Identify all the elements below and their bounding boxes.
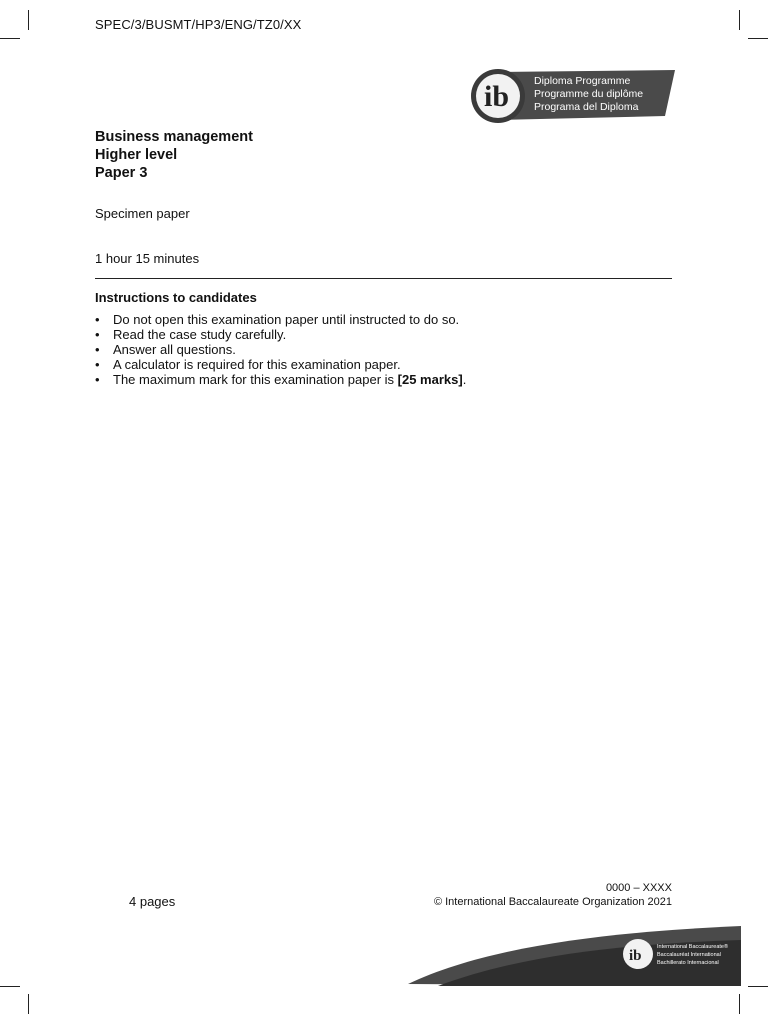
exam-code: 0000 – XXXX xyxy=(605,882,672,894)
ib-footer-band xyxy=(408,926,741,986)
logo-line-1: Diploma Programme xyxy=(534,75,631,87)
list-item: • The maximum mark for this examination paper is [25 marks]. xyxy=(95,372,467,387)
subject-title: Business management xyxy=(95,129,253,145)
duration-label: 1 hour 15 minutes xyxy=(95,251,200,266)
band-line-3: Bachillerato Internacional xyxy=(657,960,719,966)
svg-text:ib: ib xyxy=(629,948,642,964)
crop-mark-top-left xyxy=(28,10,29,30)
paper-code: SPEC/3/BUSMT/HP3/ENG/TZ0/XX xyxy=(95,17,302,32)
specimen-label: Specimen paper xyxy=(95,206,190,221)
crop-mark-top-right-h xyxy=(748,38,768,39)
instructions-list xyxy=(95,312,466,387)
crop-mark-top-left-h xyxy=(0,38,20,39)
list-item: • Answer all questions. xyxy=(95,342,236,357)
list-item: • Do not open this examination paper until instructed to do so. xyxy=(95,312,460,327)
crop-mark-bottom-right-h xyxy=(748,986,768,987)
copyright: © International Baccalaureate Organization 2021 xyxy=(433,896,672,908)
list-item: • Read the case study carefully. xyxy=(95,327,287,342)
page-count: 4 pages xyxy=(129,894,176,909)
paper-title: Paper 3 xyxy=(95,165,148,181)
crop-mark-bottom-right xyxy=(739,994,740,1014)
crop-mark-bottom-left xyxy=(28,994,29,1014)
crop-mark-bottom-left-h xyxy=(0,986,20,987)
logo-line-2: Programme du diplôme xyxy=(534,88,644,100)
logo-line-3: Programa del Diploma xyxy=(534,101,639,113)
svg-text:ib: ib xyxy=(484,80,510,113)
level-title: Higher level xyxy=(95,147,178,163)
ib-logo-icon xyxy=(470,68,675,124)
band-line-1: International Baccalaureate® xyxy=(657,944,729,950)
instructions-heading: Instructions to candidates xyxy=(95,290,257,305)
divider xyxy=(95,278,672,279)
max-marks: [25 marks] xyxy=(397,372,463,387)
list-item: • A calculator is required for this examination paper. xyxy=(95,357,401,372)
band-line-2: Baccalauréat International xyxy=(657,952,721,958)
crop-mark-top-right xyxy=(739,10,740,30)
title-block xyxy=(95,128,253,182)
